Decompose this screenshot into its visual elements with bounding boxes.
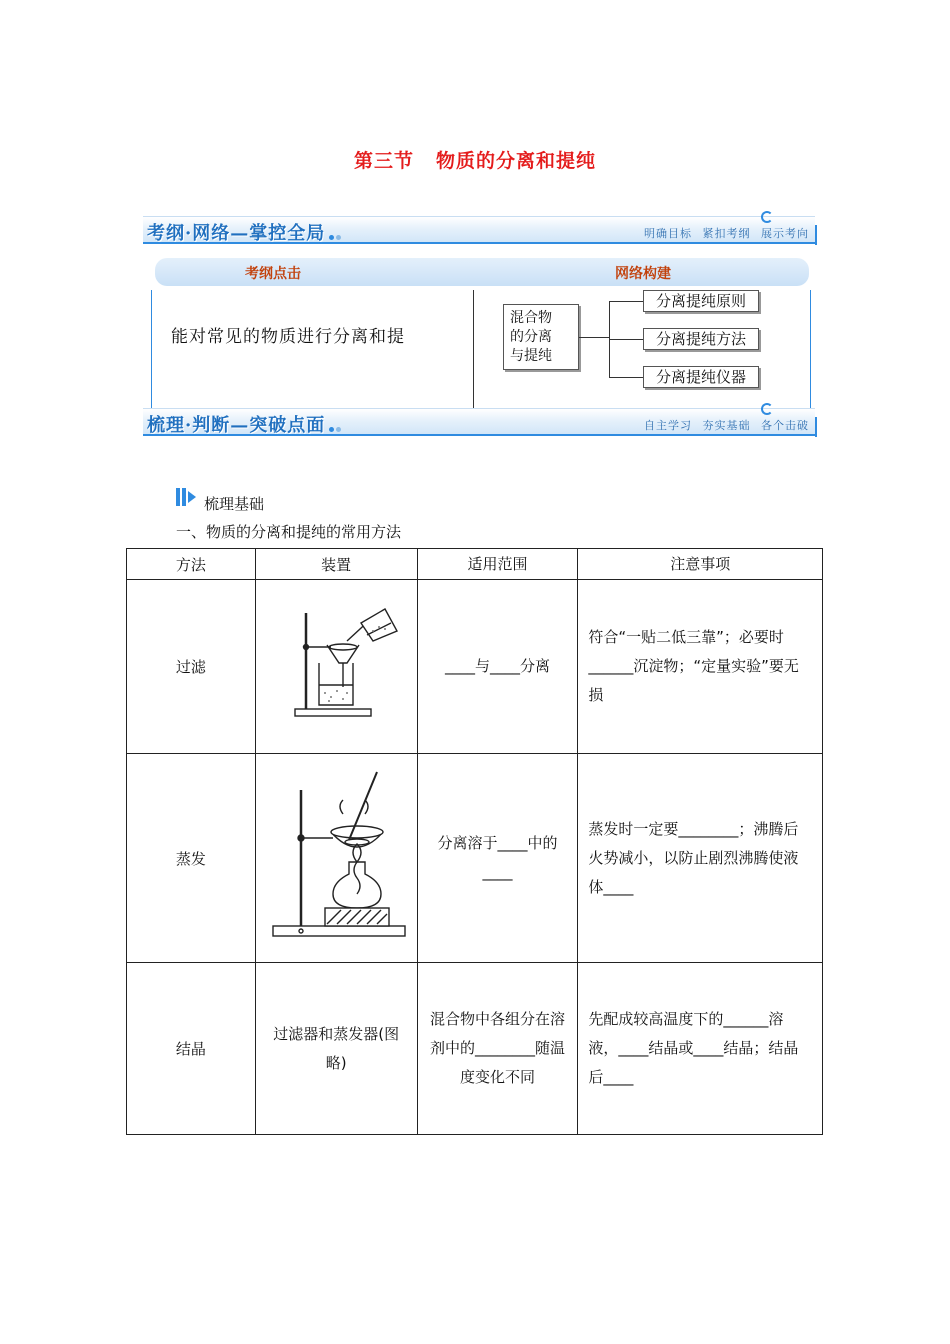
dots-icon [329, 224, 343, 245]
dots-icon [329, 416, 343, 437]
banner-bottom-right: 自主学习 夯实基础 各个击破 [644, 419, 809, 432]
banner-bottom-title [147, 411, 343, 437]
header-apparatus: 装置 [255, 549, 417, 580]
network-leaf-principle: 分离提纯原则 [643, 290, 759, 312]
network-connector [609, 339, 643, 340]
network-root-line1: 混合物 [510, 310, 552, 326]
network-root-line3: 与提纯 [510, 348, 552, 364]
banner-subhead [155, 258, 809, 286]
banner-edge [813, 417, 817, 437]
syllabus-text: 能对常见的物质进行分离和提 [171, 327, 405, 347]
header-scope: 适用范围 [417, 549, 578, 580]
network-leaf-instrument: 分离提纯仪器 [643, 366, 759, 388]
network-root-box [503, 304, 579, 370]
scope-cell: ____与____分离 [417, 580, 578, 754]
banner-edge [813, 225, 817, 245]
method-cell: 结晶 [127, 963, 256, 1135]
apparatus-cell [255, 580, 417, 754]
table-header-row [127, 549, 823, 580]
notes-cell: 蒸发时一定要________；沸腾后火势减小，以防止剧烈沸腾使液体____ [578, 754, 823, 963]
method-cell: 过滤 [127, 580, 256, 754]
section-heading: 一、物质的分离和提纯的常用方法 [176, 523, 402, 541]
notes-cell: 先配成较高温度下的______溶液，____结晶或____结晶；结晶后____ [578, 963, 823, 1135]
banner-top-title-text: 考纲·网络—掌控全局 [147, 223, 326, 244]
network-connector [609, 377, 643, 378]
banner-top-band [143, 216, 815, 244]
syllabus-points-label: 考纲点击 [245, 266, 301, 282]
swirl-icon [761, 403, 773, 415]
method-cell: 蒸发 [127, 754, 256, 963]
banner-bottom-title-text: 梳理·判断—突破点面 [147, 415, 326, 436]
network-construction-label: 网络构建 [615, 266, 671, 282]
notes-cell: 符合“一贴二低三靠”；必要时______沉淀物；“定量实验”要无损 [578, 580, 823, 754]
apparatus-cell [255, 754, 417, 963]
banner-top-right: 明确目标 紧扣考纲 展示考向 [644, 227, 809, 240]
network-leaf-method: 分离提纯方法 [643, 328, 759, 350]
section-label: 梳理基础 [204, 495, 265, 513]
table-row [127, 580, 823, 754]
banner-divider [473, 290, 474, 416]
page-title [0, 146, 950, 173]
table-row [127, 963, 823, 1135]
title-part2: 物质的分离和提纯 [436, 150, 597, 172]
banner-top-title [147, 219, 343, 245]
syllabus-banner [143, 206, 815, 442]
header-notes: 注意事项 [578, 549, 823, 580]
network-connector [609, 301, 643, 302]
scope-cell: 混合物中各组分在溶剂中的________随温度变化不同 [417, 963, 578, 1135]
evaporation-apparatus-image [261, 766, 411, 946]
scope-cell: 分离溶于____中的____ [417, 754, 578, 963]
methods-table [126, 548, 823, 1135]
swirl-icon [761, 211, 773, 223]
network-connector [579, 337, 609, 338]
filtration-apparatus-image [261, 605, 411, 725]
network-root-line2: 的分离 [510, 329, 552, 345]
table-row [127, 754, 823, 963]
banner-bottom-band [143, 408, 815, 436]
apparatus-cell: 过滤器和蒸发器(图略) [255, 963, 417, 1135]
header-method: 方法 [127, 549, 256, 580]
title-part1: 第三节 [353, 150, 414, 172]
section-marker-icon [176, 488, 196, 507]
